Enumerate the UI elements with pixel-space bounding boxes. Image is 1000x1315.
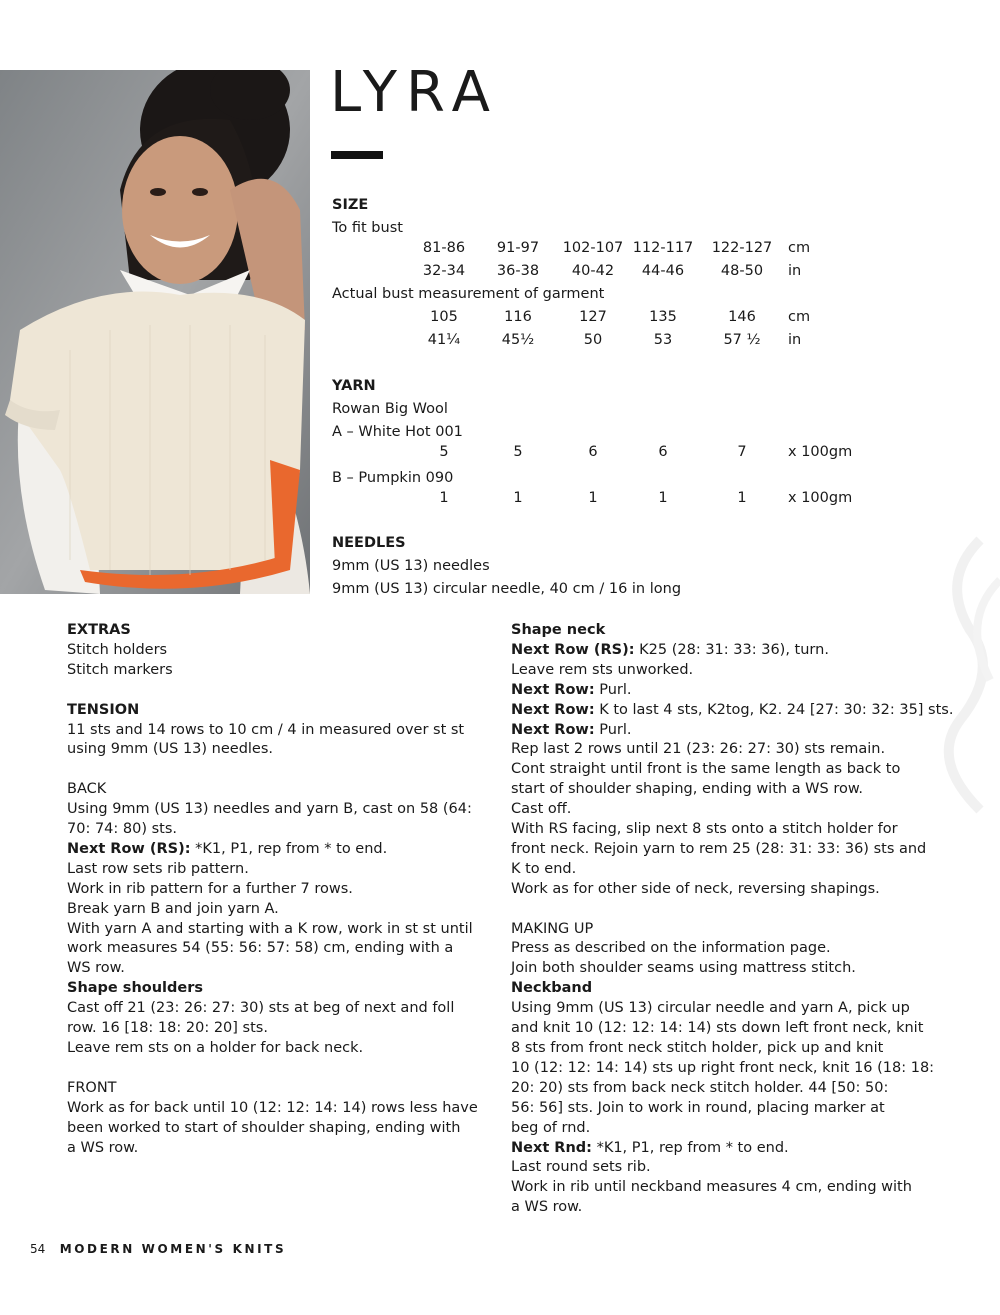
neck-text: With RS facing, slip next 8 sts onto a stitch holder for xyxy=(511,821,898,838)
actual-cm-cell: 105 xyxy=(430,309,458,325)
actual-cm-cell: 127 xyxy=(579,309,607,325)
size-heading: SIZE xyxy=(332,197,369,213)
back-text: work measures 54 (55: 56: 57: 58) cm, ending with a xyxy=(67,940,454,957)
to-fit-label: To fit bust xyxy=(332,220,403,236)
extras-heading: EXTRAS xyxy=(67,622,131,638)
row-label: Next Rnd: xyxy=(511,1139,592,1156)
row-label: Next Row (RS): xyxy=(511,641,635,658)
neckband-text: 10 (12: 12: 14: 14) sts up right front neck, knit 16 (18: 18: xyxy=(511,1059,935,1076)
neckband-instruction xyxy=(511,1139,991,1159)
yarn-b-qty: 1 xyxy=(513,490,523,506)
publication-title: MODERN WOMEN'S KNITS xyxy=(59,1242,287,1256)
left-column xyxy=(67,621,507,1158)
tension-text: using 9mm (US 13) needles. xyxy=(67,741,274,758)
actual-cm-cell: 146 xyxy=(728,309,756,325)
yarn-b-qty: 1 xyxy=(588,490,598,506)
neck-text: K to end. xyxy=(511,860,577,877)
front-text: a WS row. xyxy=(67,1139,139,1156)
neckband-heading: Neckband xyxy=(511,980,593,997)
right-column xyxy=(511,621,991,1218)
bust-in-unit: in xyxy=(788,263,802,279)
neckband-text: 20: 20) sts from back neck stitch holder. 44 [50: 50: xyxy=(511,1079,889,1096)
actual-cm-unit: cm xyxy=(788,309,811,325)
extras-item: Stitch holders xyxy=(67,641,168,658)
row-text: K25 (28: 31: 33: 36), turn. xyxy=(634,641,829,658)
size-table xyxy=(332,240,892,355)
neck-text: Cont straight until front is the same length as back to xyxy=(511,761,901,778)
yarn-b-unit: x 100gm xyxy=(788,490,853,506)
neckband-text: Last round sets rib. xyxy=(511,1159,651,1176)
yarn-b-qty: 1 xyxy=(737,490,747,506)
front-text: Work as for back until 10 (12: 12: 14: 14) rows less have xyxy=(67,1099,478,1116)
shoulders-heading: Shape shoulders xyxy=(67,980,204,997)
back-text: Using 9mm (US 13) needles and yarn B, cast on 58 (64: xyxy=(67,801,472,818)
back-text: Break yarn B and join yarn A. xyxy=(67,900,279,917)
row-label: Next Row: xyxy=(511,721,595,738)
yarn-a-label: A – White Hot 001 xyxy=(332,424,463,440)
making-up-heading: MAKING UP xyxy=(511,920,594,937)
bust-in-cell: 32-34 xyxy=(422,263,466,279)
tension-heading: TENSION xyxy=(67,701,140,718)
yarn-heading: YARN xyxy=(332,378,376,394)
neckband-text: Using 9mm (US 13) circular needle and yarn A, pick up xyxy=(511,1000,910,1017)
actual-in-row xyxy=(332,332,892,355)
actual-cm-cell: 135 xyxy=(649,309,677,325)
actual-label-row xyxy=(332,286,892,309)
size-section xyxy=(332,194,403,240)
actual-in-cell: 57 ½ xyxy=(723,332,761,348)
yarn-b-row xyxy=(332,490,892,513)
shoulders-text: Leave rem sts on a holder for back neck. xyxy=(67,1040,364,1056)
bust-in-cell: 44-46 xyxy=(641,263,685,279)
needles-heading: NEEDLES xyxy=(332,535,406,551)
bust-in-cell: 48-50 xyxy=(720,263,764,279)
page-number: 54 xyxy=(30,1242,46,1256)
neck-text: start of shoulder shaping, ending with a WS row. xyxy=(511,781,863,798)
yarn-b xyxy=(332,467,453,490)
tension-text: 11 sts and 14 rows to 10 cm / 4 in measured over st st xyxy=(67,721,465,738)
actual-in-cell: 53 xyxy=(653,332,673,348)
needles-line: 9mm (US 13) circular needle, 40 cm / 16 in long xyxy=(332,581,682,597)
yarn-b-qty: 1 xyxy=(658,490,668,506)
needles-section xyxy=(332,532,681,601)
bust-in-cell: 40-42 xyxy=(571,263,615,279)
yarn-a-qty: 5 xyxy=(439,444,449,460)
actual-cm-row xyxy=(332,309,892,332)
yarn-section xyxy=(332,375,463,444)
shoulders-text: Cast off 21 (23: 26: 27: 30) sts at beg of next and foll xyxy=(67,1000,455,1017)
neck-instruction xyxy=(511,721,991,741)
row-text: K to last 4 sts, K2tog, K2. 24 [27: 30: 32: 35] sts. xyxy=(594,701,954,718)
actual-in-unit: in xyxy=(788,332,802,348)
shoulders-text: row. 16 [18: 18: 20: 20] sts. xyxy=(67,1020,268,1037)
bust-cm-cell: 91-97 xyxy=(496,240,540,256)
actual-cm-cell: 116 xyxy=(504,309,532,325)
back-text: Work in rib pattern for a further 7 rows. xyxy=(67,880,353,897)
bust-in-cell: 36-38 xyxy=(496,263,540,279)
neckband-text: beg of rnd. xyxy=(511,1119,591,1136)
neckband-text: a WS row. xyxy=(511,1199,583,1216)
shape-neck-heading: Shape neck xyxy=(511,622,606,638)
yarn-a-qty: 7 xyxy=(737,444,747,460)
actual-in-cell: 50 xyxy=(583,332,603,348)
row-text: *K1, P1, rep from * to end. xyxy=(190,840,388,857)
neck-text: Cast off. xyxy=(511,801,572,818)
back-text: With yarn A and starting with a K row, work in st st until xyxy=(67,920,473,937)
yarn-a-qty: 6 xyxy=(658,444,668,460)
row-label: Next Row (RS): xyxy=(67,840,191,857)
neck-text: front neck. Rejoin yarn to rem 25 (28: 31: 33: 36) sts and xyxy=(511,840,927,857)
title-underline xyxy=(331,151,383,159)
neckband-text: 8 sts from front neck stitch holder, pick up and knit xyxy=(511,1040,884,1057)
yarn-b-label: B – Pumpkin 090 xyxy=(332,470,454,486)
needles-line: 9mm (US 13) needles xyxy=(332,558,490,574)
row-text: *K1, P1, rep from * to end. xyxy=(591,1139,789,1156)
back-instruction xyxy=(67,840,507,860)
bust-cm-unit: cm xyxy=(788,240,811,256)
extras-item: Stitch markers xyxy=(67,661,173,678)
neckband-text: and knit 10 (12: 12: 14: 14) sts down left front neck, knit xyxy=(511,1020,924,1037)
neck-text: Work as for other side of neck, reversing shapings. xyxy=(511,880,880,897)
making-up-text: Join both shoulder seams using mattress stitch. xyxy=(511,960,856,977)
actual-bust-label: Actual bust measurement of garment xyxy=(332,286,605,302)
row-label: Next Row: xyxy=(511,701,595,718)
back-text: 70: 74: 80) sts. xyxy=(67,821,178,838)
back-text: Last row sets rib pattern. xyxy=(67,860,249,877)
bust-cm-cell: 81-86 xyxy=(422,240,466,256)
neck-text: Leave rem sts unworked. xyxy=(511,661,694,678)
neckband-text: Work in rib until neckband measures 4 cm, ending with xyxy=(511,1179,912,1196)
neck-instruction xyxy=(511,681,991,701)
front-heading: FRONT xyxy=(67,1079,117,1096)
model-photo xyxy=(0,70,310,594)
bust-cm-cell: 112-117 xyxy=(632,240,694,256)
back-heading: BACK xyxy=(67,781,107,798)
neck-instruction xyxy=(511,641,991,661)
yarn-a-row xyxy=(332,444,892,467)
neckband-text: 56: 56] sts. Join to work in round, placing marker at xyxy=(511,1099,885,1116)
yarn-a-qty: 6 xyxy=(588,444,598,460)
row-text: Purl. xyxy=(594,721,632,738)
pattern-title: LYRA xyxy=(330,60,499,125)
yarn-a-qty: 5 xyxy=(513,444,523,460)
row-label: Next Row: xyxy=(511,681,595,698)
making-up-text: Press as described on the information page. xyxy=(511,940,831,957)
bust-cm-cell: 102-107 xyxy=(562,240,624,256)
bust-cm-cell: 122-127 xyxy=(711,240,773,256)
page-footer xyxy=(30,1242,286,1256)
back-text: WS row. xyxy=(67,960,125,977)
yarn-b-qty: 1 xyxy=(439,490,449,506)
yarn-a-unit: x 100gm xyxy=(788,444,853,460)
actual-in-cell: 45½ xyxy=(501,332,535,348)
neck-text: Rep last 2 rows until 21 (23: 26: 27: 30) sts remain. xyxy=(511,741,886,758)
row-text: Purl. xyxy=(594,681,632,698)
actual-in-cell: 41¼ xyxy=(427,332,461,348)
front-text: been worked to start of shoulder shaping, ending with xyxy=(67,1119,461,1136)
yarn-brand: Rowan Big Wool xyxy=(332,401,448,417)
bust-cm-row xyxy=(332,240,892,263)
neck-instruction xyxy=(511,701,991,721)
bust-in-row xyxy=(332,263,892,286)
